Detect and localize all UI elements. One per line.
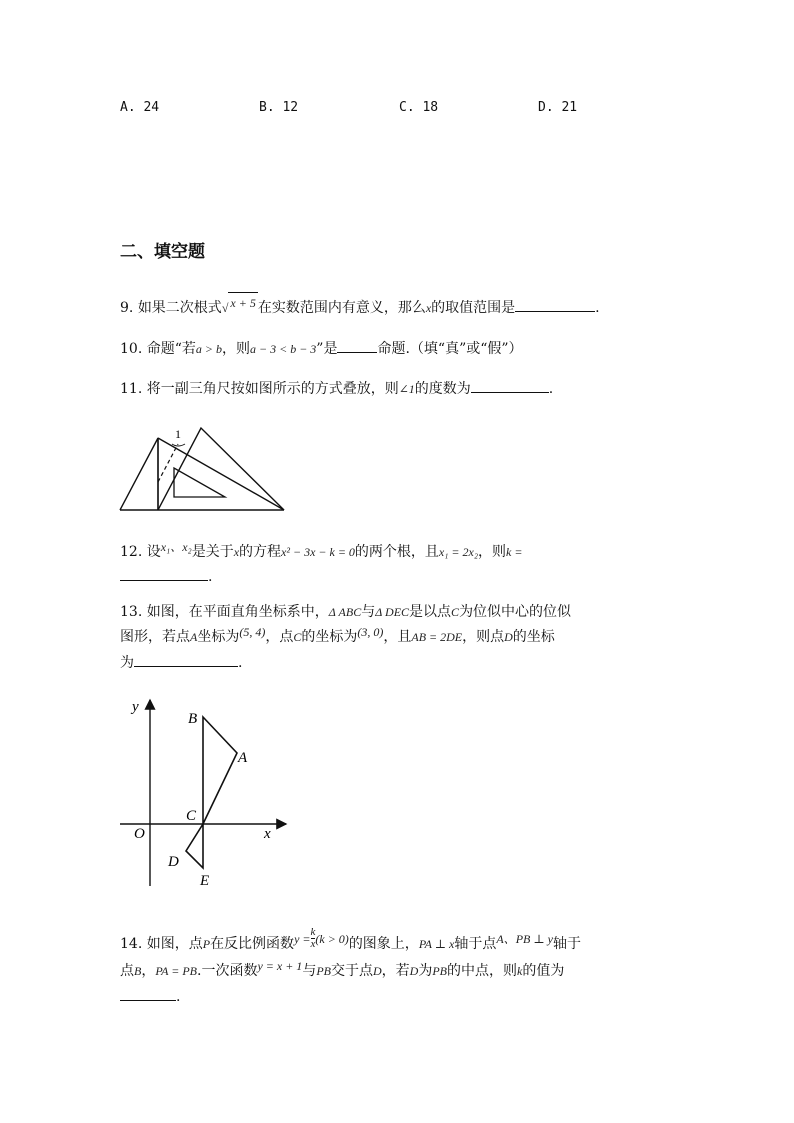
set-square-30 bbox=[120, 438, 158, 510]
answer-blank[interactable] bbox=[471, 378, 549, 393]
answer-blank[interactable] bbox=[134, 652, 238, 667]
question-14-answer: . bbox=[120, 986, 180, 1007]
option-a: A. 24 bbox=[120, 100, 160, 115]
triangle-ruler-figure bbox=[116, 422, 290, 516]
point-b-label: B bbox=[188, 711, 198, 727]
section-title: 二、填空题 bbox=[120, 242, 205, 262]
point-a-label: A bbox=[238, 750, 248, 766]
option-d: D. 21 bbox=[538, 100, 578, 115]
answer-blank[interactable] bbox=[120, 986, 176, 1001]
question-9: 9. 如果二次根式√ x + 5 在实数范围内有意义，那么x的取值范围是 . bbox=[120, 297, 600, 318]
answer-blank[interactable] bbox=[515, 297, 595, 312]
coordinate-figure bbox=[120, 692, 296, 892]
question-13-line-1: 13. 如图，在平面直角坐标系中，Δ ABC与Δ DEC是以点C为位似中心的位似 bbox=[120, 604, 572, 620]
point-c-label: C bbox=[186, 808, 197, 824]
triangle-abc bbox=[203, 717, 237, 824]
option-c: C. 18 bbox=[399, 100, 439, 115]
answer-blank[interactable] bbox=[120, 566, 208, 581]
radical-expr: √ x + 5 bbox=[222, 301, 258, 315]
point-d-label: D bbox=[168, 854, 179, 870]
answer-blank[interactable] bbox=[337, 338, 377, 353]
question-13-line-3: 为 . bbox=[120, 652, 242, 673]
question-12-answer: . bbox=[120, 566, 212, 587]
x-label: x bbox=[264, 826, 271, 842]
question-14-line-2: 点B，PA = PB.一次函数y = x + 1与PB交于点D，若D为PB的中点，则k的值为 bbox=[120, 959, 565, 979]
triangle-dec bbox=[186, 824, 203, 868]
origin-label: O bbox=[134, 826, 145, 842]
question-10: 10. 命题“若a > b，则a − 3 < b − 3”是 命题.（填“真”或“假”） bbox=[120, 338, 523, 359]
question-13-line-2: 图形，若点A坐标为(5, 4)，点C的坐标为(3, 0)，且AB = 2DE，则点D的坐标 bbox=[120, 625, 555, 645]
option-b: B. 12 bbox=[259, 100, 299, 115]
fraction: $\frac{k}{x}$ bbox=[310, 925, 316, 950]
angle-label: 1 bbox=[175, 427, 181, 441]
point-e-label: E bbox=[200, 873, 210, 889]
y-label: y bbox=[132, 699, 139, 715]
question-12: 12. 设x₁、x₂是关于x的方程x² − 3x − k = 0的两个根，且x₁ = 2x₂，则k = bbox=[120, 540, 523, 560]
question-14-line-1: 14. 如图，点P在反比例函数y = $\frac{k}{x}$ (k > 0)的图象上，PA ⊥ x轴于点A、PB ⊥ y轴于 bbox=[120, 925, 581, 952]
question-11: 11. 将一副三角尺按如图所示的方式叠放，则∠1的度数为 . bbox=[120, 378, 553, 399]
